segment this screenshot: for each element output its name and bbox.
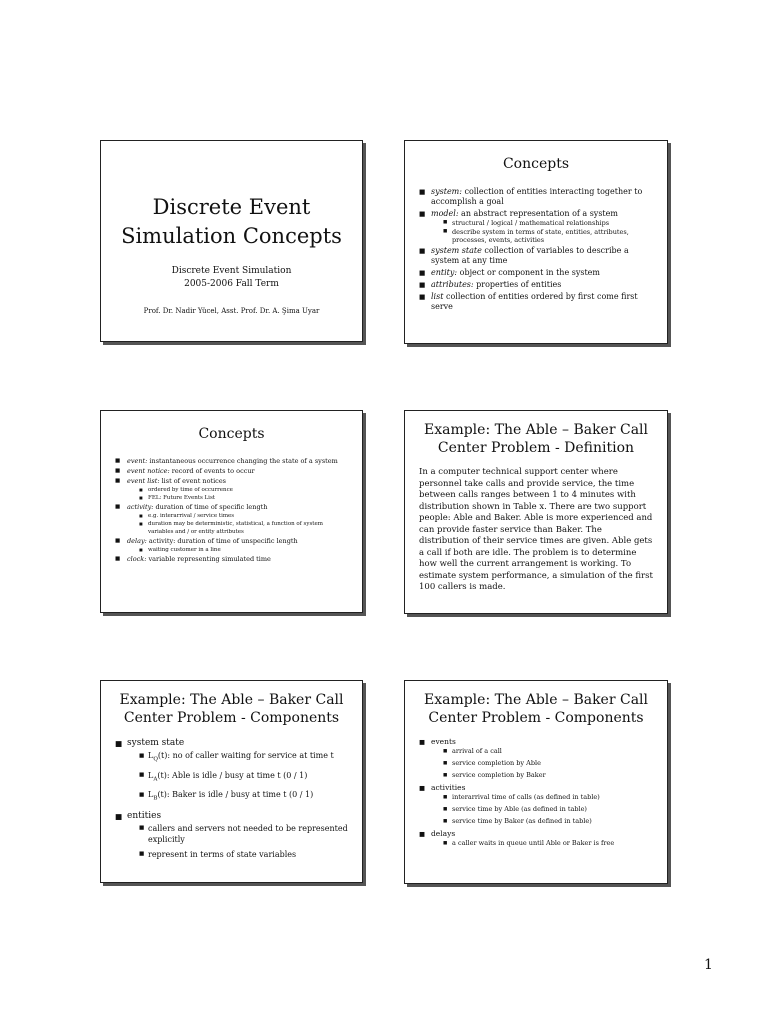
sub-list-item: ■ service completion by Baker — [443, 771, 653, 780]
list-item: ■ system: collection of entities interacting together to accomplish a goal — [419, 187, 653, 207]
slide-concepts-2 — [100, 410, 363, 613]
sub-list-item: ■ ordered by time of occurrence — [139, 486, 348, 494]
page-number: 1 — [704, 957, 713, 973]
sub-list-item: ■ service time by Able (as defined in table) — [443, 805, 653, 814]
sub-list-item: ■ arrival of a call — [443, 747, 653, 756]
sub-list-item: ■ describe system in terms of state, entities, attributes, processes, events, activities — [443, 228, 653, 244]
list-item: ■ event list: list of event notices ■ ordered by time of occurrence ■ FEL: Future Events List — [115, 477, 348, 502]
list-item: ■ entities ■ callers and servers not needed to be represented explicitly ■ represent in terms of state variables — [115, 810, 348, 860]
sub-list-item: ■ duration may be deterministic, statistical, a function of system variables and / or entity attributes — [139, 520, 348, 536]
bullet-list — [419, 187, 653, 312]
bullet-list — [419, 737, 653, 848]
slide-title-heading: Discrete Event Simulation Concepts — [121, 195, 342, 248]
authors: Prof. Dr. Nadir Yücel, Asst. Prof. Dr. A. Şima Uyar — [143, 307, 320, 315]
list-item: ■ entity: object or component in the system — [419, 268, 653, 278]
bullet-list — [115, 737, 348, 860]
bullet-list — [115, 457, 348, 564]
list-item: ■ delay: activity: duration of time of unspecific length ■ waiting customer in a line — [115, 537, 348, 554]
sub-list-item: ■ a caller waits in queue until Able or Baker is free — [443, 839, 653, 848]
slide-heading: Concepts — [502, 156, 570, 172]
list-item: ■ event notice: record of events to occur — [115, 467, 348, 476]
sub-list-item: ■ callers and servers not needed to be represented explicitly — [139, 823, 348, 845]
list-item: ■ system state collection of variables to describe a system at any time — [419, 246, 653, 266]
slide-able-baker-components-1 — [100, 680, 363, 883]
sub-list-item: ■ represent in terms of state variables — [139, 849, 348, 860]
list-item: ■ delays ■ a caller waits in queue until Able or Baker is free — [419, 829, 653, 848]
slide-heading: Concepts — [198, 426, 265, 442]
slide-title — [100, 140, 363, 342]
sub-list-item: ■ service time by Baker (as defined in table) — [443, 817, 653, 826]
list-item: ■ activity: duration of time of specific length ■ e.g. interarrival / service times ■ duration may be deterministic, statistical, a function of system variables and / or entity attributes — [115, 503, 348, 536]
sub-list-item: ■ service completion by Able — [443, 759, 653, 768]
list-item: ■ list collection of entities ordered by first come first serve — [419, 292, 653, 312]
slide-able-baker-components-2 — [404, 680, 668, 884]
sub-list-item: ■ e.g. interarrival / service times — [139, 512, 348, 520]
term: 2005-2006 Fall Term — [184, 279, 279, 289]
list-item: ■ clock: variable representing simulated time — [115, 555, 348, 564]
list-item: ■ model: an abstract representation of a system ■ structural / logical / mathematical relationships ■ describe system in terms of state, entities, attributes, processes, events, activities — [419, 209, 653, 244]
definition-paragraph: In a computer technical support center where personnel take calls and provide service, the time between calls ranges between 1 to 4 minutes with distribution shown in Table x. There are two support people: Able and Baker. Able is more experienced and can provide faster service than Baker. The distribution of their service times are given. Able gets a call if both are idle. The problem is to determine how well the current arrangement is working. To estimate system performance, a simulation of the first 100 callers is made. — [419, 467, 653, 592]
slide-heading: Example: The Able – Baker Call Center Problem - Components — [119, 692, 344, 726]
course-name: Discrete Event Simulation — [171, 266, 292, 276]
sub-list-item: ■ FEL: Future Events List — [139, 494, 348, 502]
list-item: ■ events ■ arrival of a call ■ service completion by Able ■ service completion by Baker — [419, 737, 653, 780]
list-item: ■ activities ■ interarrival time of calls (as defined in table) ■ service time by Able (as defined in table) ■ service time by Baker (as defined in table) — [419, 783, 653, 826]
sub-list-item: ■ interarrival time of calls (as defined in table) — [443, 793, 653, 802]
list-item: ■ event: instantaneous occurrence changing the state of a system — [115, 457, 348, 466]
sub-list-item: ■ $L_B(t)$: Baker is idle / busy at time t (0 / 1) — [139, 789, 348, 805]
slide-heading: Example: The Able – Baker Call Center Problem - Definition — [423, 422, 648, 456]
list-item: ■ attributes: properties of entities — [419, 280, 653, 290]
list-item: ■ system state ■ $L_Q(t)$: no of caller waiting for service at time t ■ $L_A(t)$: Able is idle / busy at time t (0 / 1) ■ $L_B(t)$: Baker is idle / busy at time t (0 / 1) — [115, 737, 348, 805]
slide-able-baker-definition — [404, 410, 668, 614]
sub-list-item: ■ structural / logical / mathematical relationships — [443, 219, 653, 227]
slide-concepts-1 — [404, 140, 668, 344]
sub-list-item: ■ waiting customer in a line — [139, 546, 348, 554]
sub-list-item: ■ $L_Q(t)$: no of caller waiting for service at time t — [139, 750, 348, 766]
slide-heading: Example: The Able – Baker Call Center Problem - Components — [423, 692, 648, 726]
sub-list-item: ■ $L_A(t)$: Able is idle / busy at time t (0 / 1) — [139, 770, 348, 786]
